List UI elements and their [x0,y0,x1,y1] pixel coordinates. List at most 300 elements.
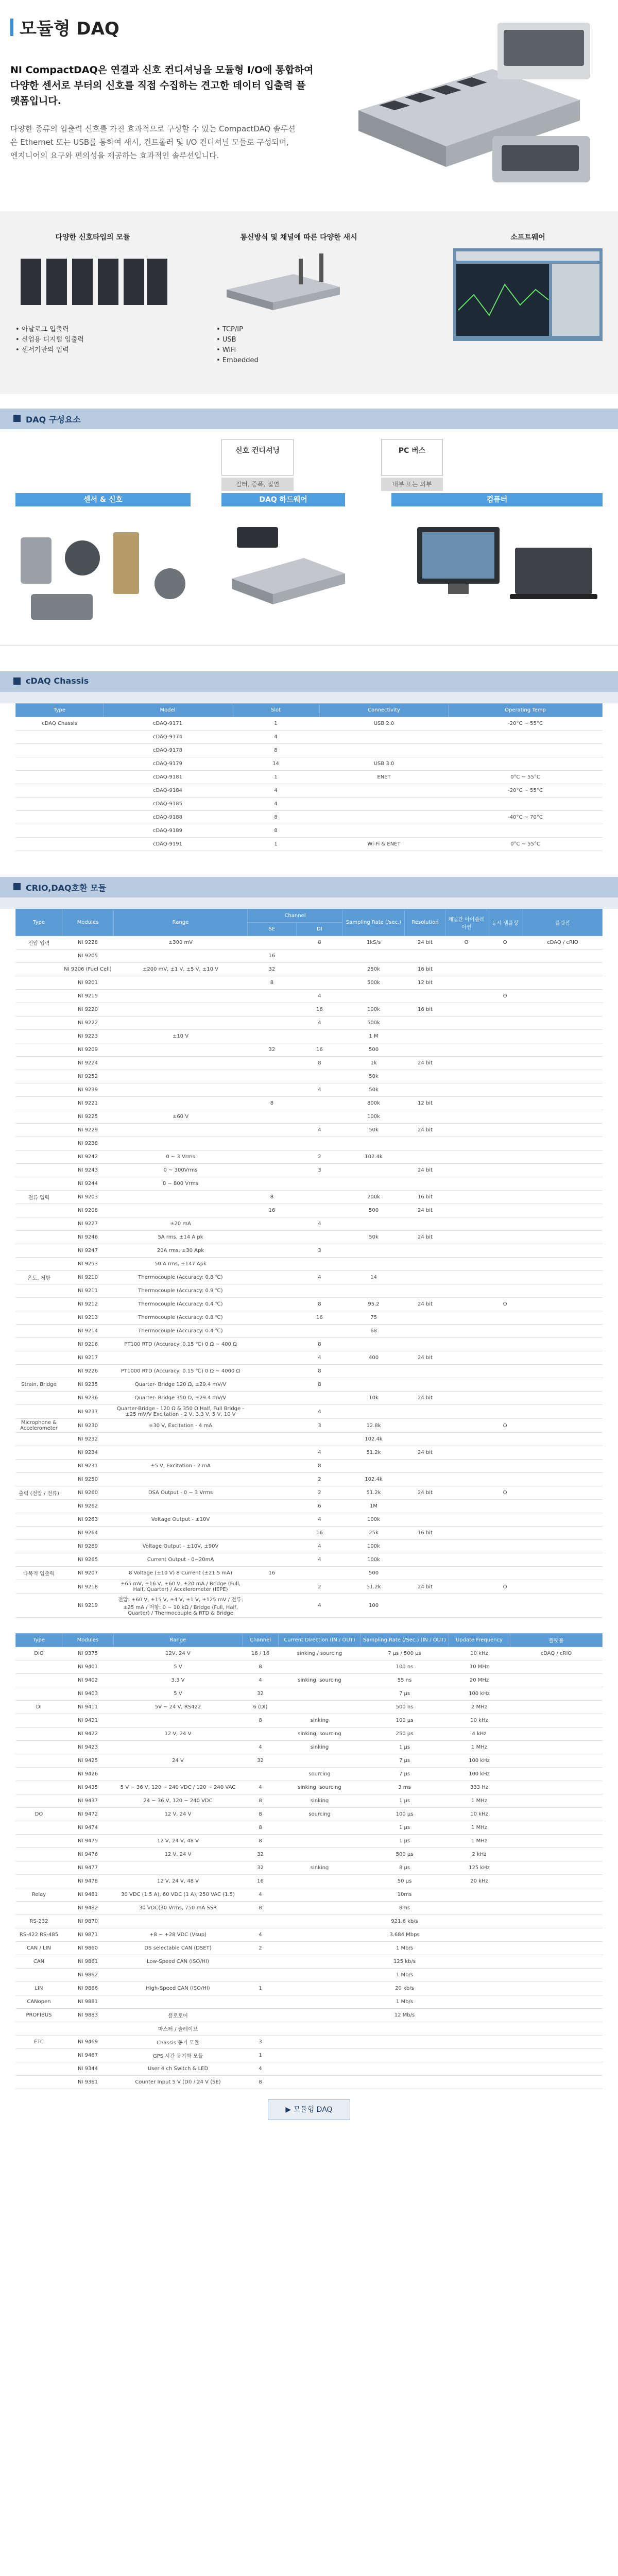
table-cell: 8 [296,936,342,950]
col-platform: 플랫폼 [510,1634,603,1647]
table-cell [523,1580,603,1594]
table-cell [449,1995,510,2009]
table-cell: 100 μs [361,1714,449,1727]
table-cell [510,2049,603,2062]
footer [0,2089,618,2136]
table-cell: NI 9476 [62,1848,114,1861]
table-cell [16,731,104,744]
table-cell: cDAQ-9188 [104,811,232,824]
table-cell [446,1580,487,1594]
table-cell [446,1204,487,1217]
table-cell [296,1567,342,1580]
col-current-direction: Current Direction (IN / OUT) [279,1634,361,1647]
table-cell [487,1003,523,1016]
table-cell: 전압 입력 [16,936,62,950]
table-cell [510,1848,603,1861]
table-cell: 4 [243,1888,279,1902]
table-cell: 3 [296,1244,342,1258]
daq-link-button[interactable] [268,2099,350,2120]
table-cell [248,1231,297,1244]
table-row [16,731,603,744]
section-header-chassis: cDAQ Chassis [0,671,618,692]
col-sampling-rate: Sampling Rate (/Sec.) (IN / OUT) [361,1634,449,1647]
table-cell [320,784,449,798]
table-row [16,1835,603,1848]
table-cell [16,1902,62,1915]
table-row [16,2062,603,2076]
table-cell: 8 [296,1378,342,1392]
table-cell [279,1955,361,1969]
table-cell [248,1137,297,1150]
table-cell [446,1030,487,1043]
table-cell: CAN [16,1955,62,1969]
table-cell [510,1969,603,1982]
table-cell [16,1164,62,1177]
table-cell [487,1540,523,1553]
table-cell [487,1325,523,1338]
table-cell: 75 [343,1311,405,1325]
table-row [16,1284,603,1298]
table-cell: O [487,1580,523,1594]
table-cell [248,1284,297,1298]
table-cell: 24 bit [405,1580,446,1594]
table-cell [296,976,342,990]
table-cell [16,1660,62,1674]
table-cell [487,1473,523,1486]
table-cell [510,2009,603,2022]
table-cell: 1 μs [361,1835,449,1848]
table-cell [16,744,104,757]
table-cell: NI 9403 [62,1687,114,1701]
table-cell [16,1338,62,1351]
table-cell [296,1204,342,1217]
table-cell [446,1513,487,1527]
table-cell [510,1821,603,1835]
col-update-frequency: Update Frequency [449,1634,510,1647]
table-cell: 51.2k [343,1580,405,1594]
table-cell: NI 9212 [62,1298,114,1311]
table-cell: 4 [296,1351,342,1365]
table-cell: 1 M [343,1030,405,1043]
table-cell: 4 [296,1016,342,1030]
table-cell [248,1594,297,1618]
table-row [16,1392,603,1405]
table-cell [487,1030,523,1043]
table-cell: 4 [296,1217,342,1231]
table-cell [487,1351,523,1365]
table-cell: 14 [343,1271,405,1284]
table-cell [523,1365,603,1378]
table-cell [405,1137,446,1150]
table-cell [343,1244,405,1258]
table-cell [523,1177,603,1191]
table-cell [248,1378,297,1392]
table-cell: NI 9234 [62,1446,114,1460]
table-cell: 5 V [114,1687,243,1701]
table-cell [510,1808,603,1821]
table-cell: O [446,936,487,950]
table-cell: NI 9230 [62,1419,114,1433]
table-cell [279,1660,361,1674]
table-cell: NI 9870 [62,1915,114,1928]
table-cell [487,1446,523,1460]
table-cell [114,1500,248,1513]
table-cell [487,1124,523,1137]
table-cell [510,1902,603,1915]
table-cell [449,2049,510,2062]
table-cell [405,1043,446,1057]
table-cell [279,1848,361,1861]
table-cell: 24 bit [405,1124,446,1137]
table-cell: PT1000 RTD (Accuracy: 0.15 ℃) 0 Ω ~ 4000 Ω [114,1365,248,1378]
table-cell: Chassis 동기 모듈 [114,2036,243,2049]
table-row [16,1473,603,1486]
table-cell: cDAQ-9174 [104,731,232,744]
sensor-images [21,532,185,620]
table-cell [523,1057,603,1070]
table-cell [487,1150,523,1164]
table-cell: ±20 mA [114,1217,248,1231]
table-cell [510,1942,603,1955]
table-cell [296,963,342,976]
table-cell [114,1446,248,1460]
table-cell [248,1124,297,1137]
table-cell [405,1083,446,1097]
table-cell [343,1284,405,1298]
table-cell [16,1003,62,1016]
col-channel: Channel [243,1634,279,1647]
table-cell [487,1553,523,1567]
table-cell [523,1527,603,1540]
table-cell [446,1392,487,1405]
table-cell: Counter Input 5 V (DI) / 24 V (SE) [114,2076,243,2089]
table-cell [523,1419,603,1433]
table-cell: DO [16,1808,62,1821]
feature-software [453,232,603,343]
table-cell: 8 [243,1660,279,1674]
table-cell: 250 μs [361,1727,449,1741]
table-cell: 8 [296,1460,342,1473]
table-cell: Wi-Fi & ENET [320,838,449,851]
table-cell [446,1083,487,1097]
table-row [16,990,603,1003]
table-cell: sinking, sourcing [279,1674,361,1687]
table-cell: NI 9252 [62,1070,114,1083]
table-row [16,1217,603,1231]
table-cell: NI 9269 [62,1540,114,1553]
table-cell: 1 [232,838,320,851]
computer-images [417,527,597,599]
table-row [16,1325,603,1338]
table-cell [16,1460,62,1473]
table-cell [446,1433,487,1446]
table-cell: cDAQ-9191 [104,838,232,851]
table-cell [446,1271,487,1284]
table-cell: cDAQ-9189 [104,824,232,838]
table-cell [405,1473,446,1486]
table-cell: O [487,990,523,1003]
table-cell [248,1513,297,1527]
table-cell [523,1110,603,1124]
table-cell [446,1351,487,1365]
table-cell [510,1995,603,2009]
table-cell [343,1338,405,1351]
table-row [16,1861,603,1875]
table-cell [343,1378,405,1392]
table-cell: 32 [243,1754,279,1768]
table-cell: 1 MHz [449,1835,510,1848]
table-cell: 플로토어 [114,2009,243,2022]
table-cell [405,1325,446,1338]
table-cell [114,1204,248,1217]
table-cell: O [487,1298,523,1311]
table-cell: 24 bit [405,1231,446,1244]
table-cell [279,2036,361,2049]
table-cell: sourcing [279,1768,361,1781]
table-cell [243,1995,279,2009]
table-cell: NI 9225 [62,1110,114,1124]
table-cell [114,976,248,990]
table-cell: NI 9253 [62,1258,114,1271]
table-cell: NI 9401 [62,1660,114,1674]
table-cell: 4 [232,784,320,798]
table-cell: 30 VDC(30 Vrms, 750 mA SSR [114,1902,243,1915]
table-cell: 출력 (전압 / 전류) [16,1486,62,1500]
table-cell: 20A rms, ±30 Apk [114,1244,248,1258]
col-model: Model [104,704,232,717]
table-cell [16,1540,62,1553]
table-cell [16,798,104,811]
table-cell: 51.2k [343,1446,405,1460]
table-row [16,1553,603,1567]
table-row [16,784,603,798]
table-cell: NI 9217 [62,1351,114,1365]
table-cell: 8 [296,1338,342,1351]
table-cell [487,1405,523,1419]
table-cell: 50k [343,1124,405,1137]
table-cell [16,1513,62,1527]
table-cell: 16 [248,1204,297,1217]
table-cell [523,1446,603,1460]
chassis-table-header [16,704,603,717]
table-cell: NI 9883 [62,2009,114,2022]
table-cell [487,1500,523,1513]
table-cell: O [487,1419,523,1433]
table-row [16,1003,603,1016]
table-cell [523,1433,603,1446]
table-cell: 10 kHz [449,1714,510,1727]
table-cell: -20°C ~ 55°C [449,717,603,731]
table-cell [16,1097,62,1110]
hero-lead: NI CompactDAQ은 연결과 신호 컨디셔닝을 모듈형 I/O에 통합하여 다양한 센서로 부터의 신호를 직접 수집하는 견고한 데이터 입출력 플랫폼입니다. [10,64,314,107]
table-cell: 4 [232,798,320,811]
table-cell [405,1271,446,1284]
table-row [16,1244,603,1258]
table-cell: 1 MHz [449,1794,510,1808]
table-cell [487,1110,523,1124]
table-cell: NI 9344 [62,2062,114,2076]
table-cell: NI 9205 [62,950,114,963]
table-cell [248,1298,297,1311]
table-cell: 3.684 Mbps [361,1928,449,1942]
table-cell [114,1741,243,1754]
table-cell [16,963,62,976]
table-cell [16,1405,62,1419]
table-row [16,1500,603,1513]
table-cell: 3 [296,1164,342,1177]
table-cell [16,1527,62,1540]
table-cell: 102.4k [343,1473,405,1486]
table-cell: NI 9222 [62,1016,114,1030]
table-cell [16,2022,62,2036]
table-row [16,1674,603,1687]
table-cell [523,1217,603,1231]
table-cell [16,2076,62,2089]
table-cell: NI 9211 [62,1284,114,1298]
table-row [16,1298,603,1311]
table-cell: 1M [343,1500,405,1513]
table-cell [523,1567,603,1580]
daq-hardware-label: DAQ 하드웨어 [221,493,345,506]
table-cell [16,838,104,851]
table-cell [446,1378,487,1392]
crio-table-body [16,936,603,1618]
table-cell: NI 9426 [62,1768,114,1781]
table-cell [446,1527,487,1540]
table-cell: USB 3.0 [320,757,449,771]
table-cell: Current Output - 0~20mA [114,1553,248,1567]
table-row [16,1540,603,1553]
table-cell [248,1311,297,1325]
table-cell [510,1928,603,1942]
arrow-right-icon: ▶ [285,2106,294,2114]
table-cell: 16 bit [405,1003,446,1016]
table-cell [16,2062,62,2076]
table-cell: 8 μs [361,1861,449,1875]
table-cell [523,1392,603,1405]
table-cell: 16 / 16 [243,1647,279,1660]
table-cell [523,1191,603,1204]
table-cell: NI 9203 [62,1191,114,1204]
table-cell: NI 9224 [62,1057,114,1070]
table-cell [523,963,603,976]
table-cell: sinking [279,1861,361,1875]
table-cell: 3 ms [361,1781,449,1794]
table-cell: 1 μs [361,1821,449,1835]
table-cell: 24 bit [405,936,446,950]
table-cell: 1kS/s [343,936,405,950]
table-cell: -20°C ~ 55°C [449,784,603,798]
table-cell [523,1016,603,1030]
table-cell [405,1460,446,1473]
table-cell [248,1392,297,1405]
table-cell: 16 [248,1567,297,1580]
table-cell [523,1460,603,1473]
table-cell [16,1553,62,1567]
table-cell [16,1365,62,1378]
table-cell [343,1258,405,1271]
table-cell: 24 bit [405,1298,446,1311]
table-cell: 7 μs [361,1687,449,1701]
table-cell: ETC [16,2036,62,2049]
table-row [16,1995,603,2009]
table-cell [487,1433,523,1446]
table-cell: 12 V, 24 V, 48 V [114,1875,243,1888]
table-cell [296,1191,342,1204]
table-cell [16,1821,62,1835]
table-cell [446,1016,487,1030]
table-cell [446,1003,487,1016]
daq-composition-diagram [0,429,618,646]
table-cell [446,1298,487,1311]
table-cell [449,798,603,811]
table-cell: 12.8k [343,1419,405,1433]
table-cell [16,771,104,784]
table-cell [16,1473,62,1486]
section-header-crio: CRIO,DAQ호환 모듈 [0,877,618,897]
table-cell: 333 Hz [449,1781,510,1794]
table-cell [405,1217,446,1231]
table-cell [446,1567,487,1580]
table-cell [16,1875,62,1888]
table-cell [487,976,523,990]
table-cell: 7 μs [361,1768,449,1781]
table-cell: NI 9482 [62,1902,114,1915]
table-cell: 7 μs [361,1754,449,1768]
table-cell: 8 [243,1794,279,1808]
table-cell: Thermocouple (Accuracy: 0.4 ℃) [114,1325,248,1338]
table-cell [114,1057,248,1070]
table-cell: 100k [343,1003,405,1016]
table-cell [279,1969,361,1982]
compactdaq-chassis-image [338,12,606,198]
table-cell [16,1433,62,1446]
table-cell: ±65 mV, ±16 V, ±60 V, ±20 mA / Bridge (Full, Half, Quarter) / Accelerometer (IEPE) [114,1580,248,1594]
table-cell [405,990,446,1003]
table-row [16,1070,603,1083]
table-cell: 32 [243,1861,279,1875]
table-cell: 24 bit [405,1057,446,1070]
table-cell [16,1969,62,1982]
table-cell [248,1070,297,1083]
table-cell [446,1338,487,1351]
table-cell: 100k [343,1553,405,1567]
table-cell: 5 V [114,1660,243,1674]
table-cell [296,950,342,963]
table-cell: 12 V, 24 V [114,1848,243,1861]
table-cell: 24 bit [405,1164,446,1177]
table-cell [523,1124,603,1137]
table-cell: 8 [243,1902,279,1915]
table-row [16,1486,603,1500]
table-cell: 2 [296,1473,342,1486]
table-cell: 8 Voltage (±10 V) 8 Current (±21.5 mA) [114,1567,248,1580]
table-cell [296,1030,342,1043]
table-cell: 500 [343,1567,405,1580]
table-cell: O [487,1486,523,1500]
table-cell [114,1124,248,1137]
table-cell [449,731,603,744]
table-cell: 4 [232,731,320,744]
table-cell: 12 bit [405,1097,446,1110]
table-cell [446,1097,487,1110]
table-cell [523,1311,603,1325]
section-header-composition: DAQ 구성요소 [0,409,618,429]
table-cell: 4 [296,1124,342,1137]
table-cell: Quarter- Bridge 120 Ω, ±29.4 mV/V [114,1378,248,1392]
table-row [16,936,603,950]
feature-modules-title: 다양한 신호타입의 모듈 [55,233,130,242]
